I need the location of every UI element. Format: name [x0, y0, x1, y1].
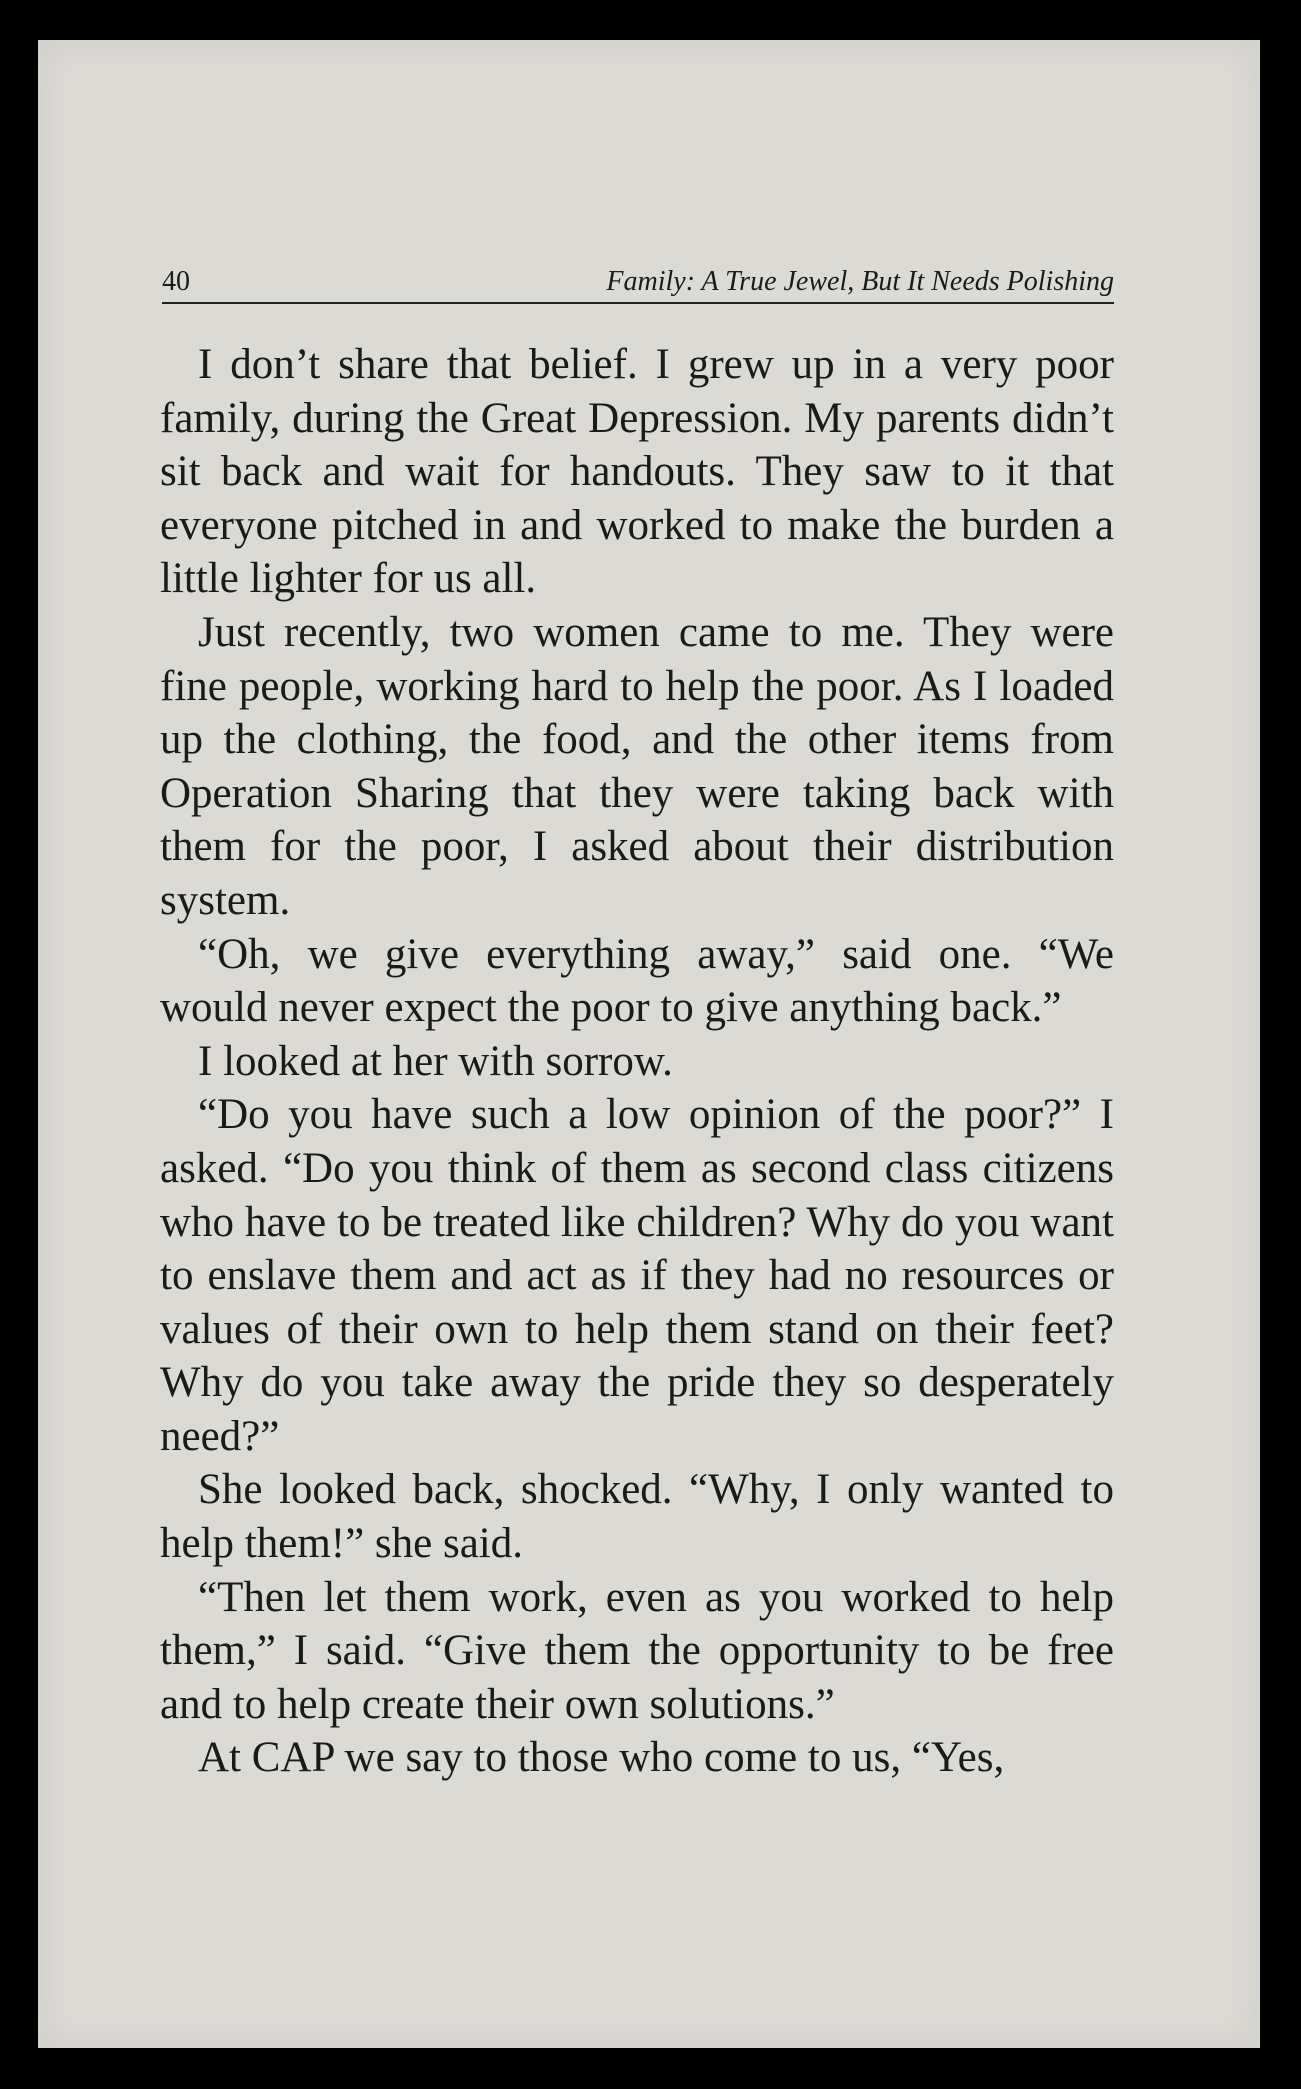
paragraph: At CAP we say to those who come to us, “Yes,: [198, 1734, 1005, 1782]
paragraph: I don’t share that belief. I grew up in a very poor family, during the Great Depression. My parents didn’t sit back and wait for handouts. They saw to it that everyone pitched in and worked to make the burden a little lighter for us all.: [160, 341, 1114, 603]
paragraph: “Then let them work, even as you worked to help them,” I said. “Give them the opportunity to be free and to help create their own solutions.”: [160, 1573, 1114, 1728]
paragraph: Just recently, two women came to me. They were fine people, working hard to help the poor. As I loaded up the clothing, the food, and the other items from Operation Sharing that they were taking back with them for the poor, I asked about their distribution system.: [160, 608, 1114, 924]
paragraph: I looked at her with sorrow.: [198, 1037, 673, 1085]
body-text: [160, 338, 1114, 1785]
running-title: Family: A True Jewel, But It Needs Polishing: [606, 266, 1114, 297]
running-head: [162, 262, 1114, 304]
page-number: 40: [162, 266, 190, 297]
paragraph: She looked back, shocked. “Why, I only wanted to help them!” she said.: [160, 1466, 1114, 1568]
paragraph: “Oh, we give everything away,” said one. “We would never expect the poor to give anything back.”: [160, 930, 1114, 1032]
paragraph: “Do you have such a low opinion of the poor?” I asked. “Do you think of them as second class citizens who have to be treated like children? Why do you want to enslave them and act as if they had no resources or values of their own to help them stand on their feet? Why do you take away the pride they so desperately need?”: [160, 1091, 1114, 1460]
